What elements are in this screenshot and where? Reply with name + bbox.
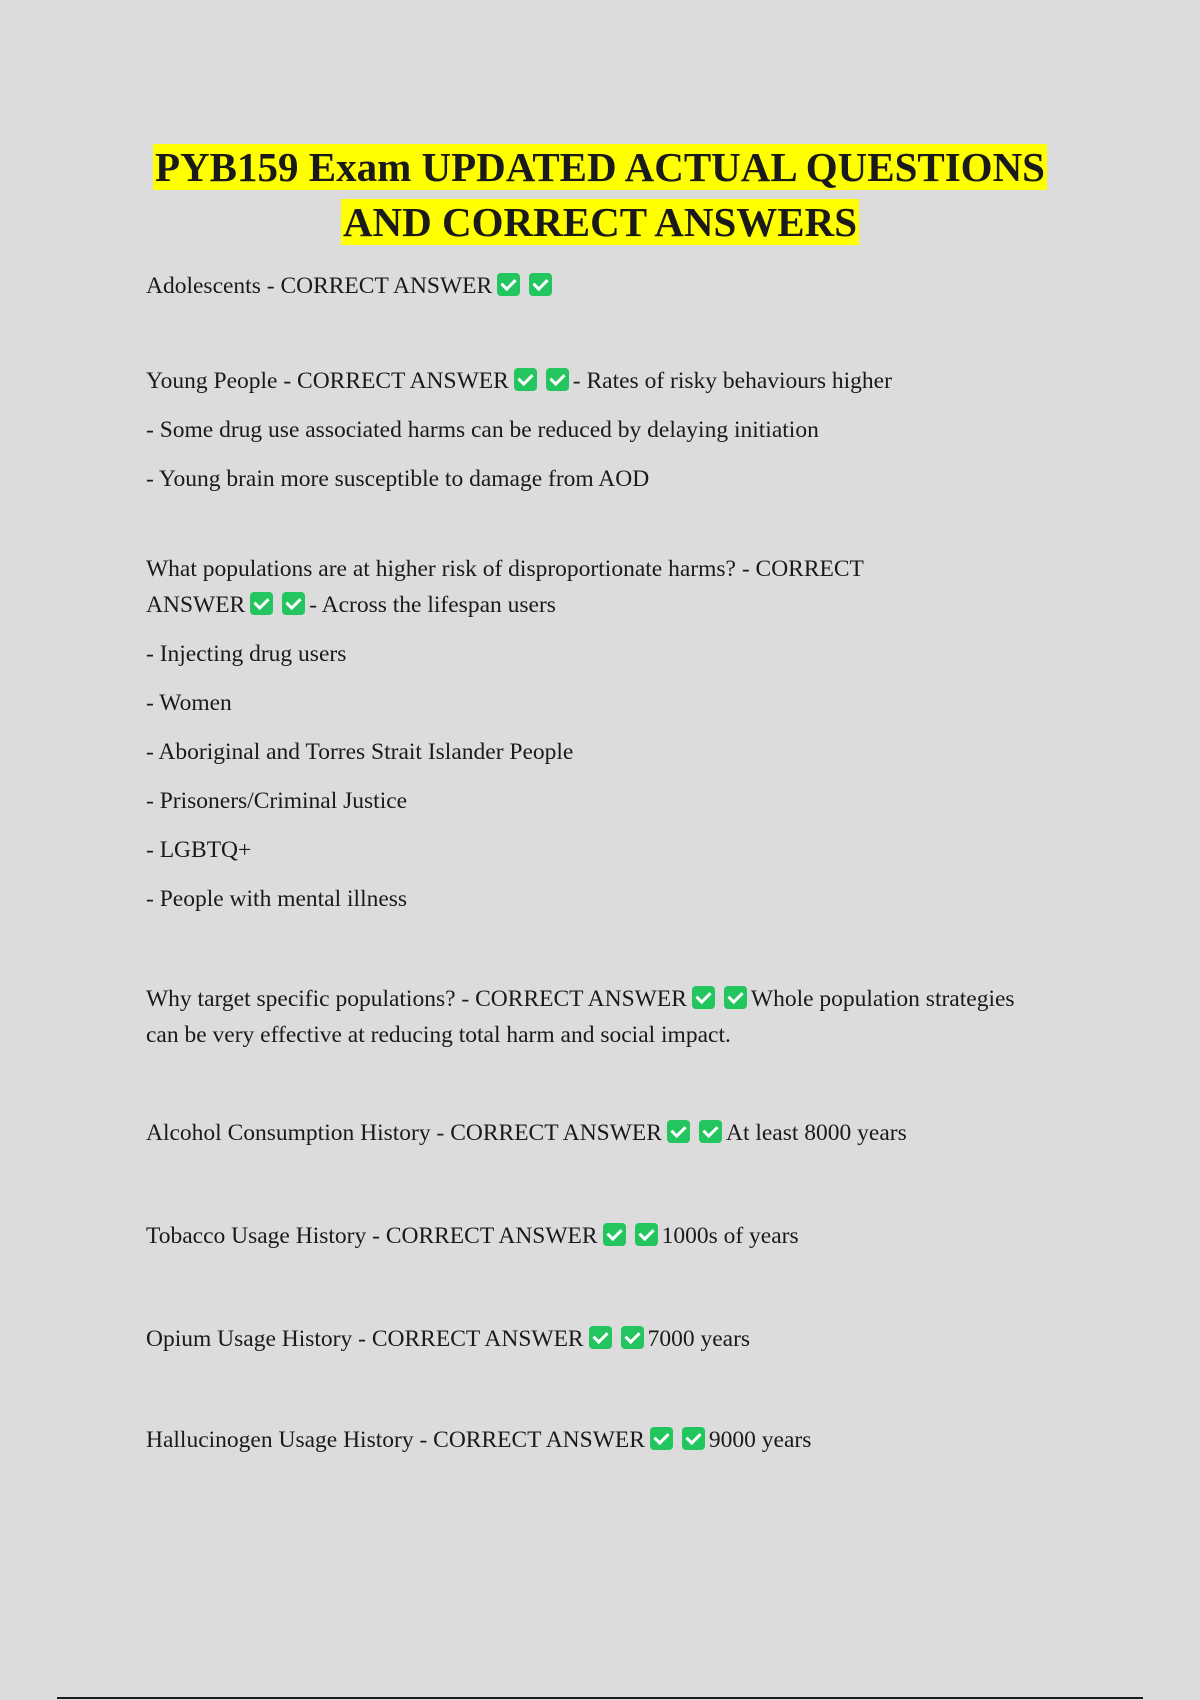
correct-answer-marker: CORRECT ANSWER: [385, 1223, 598, 1249]
answer-bullet: - Injecting drug users: [146, 641, 347, 667]
check-mark-icon: [546, 368, 569, 391]
correct-answer-marker: CORRECT ANSWER: [371, 1326, 584, 1352]
qa-item-why-target: Why target specific populations? - CORRECT ANSWER Whole population strategies: [146, 986, 1015, 1012]
check-mark-icon: [699, 1120, 722, 1143]
answer-bullet: - Young brain more susceptible to damage from AOD: [146, 466, 650, 492]
footer-divider: [57, 1697, 1143, 1699]
qa-item-opium-history: Opium Usage History - CORRECT ANSWER 7000 years: [146, 1326, 751, 1352]
check-mark-icon: [635, 1223, 658, 1246]
correct-answer-marker: CORRECT ANSWER: [475, 986, 687, 1012]
answer-bullet: - Prisoners/Criminal Justice: [146, 788, 408, 814]
document-title: [100, 140, 1100, 250]
check-mark-icon: [497, 273, 520, 296]
check-mark-icon: [692, 986, 715, 1009]
qa-content: [146, 268, 1076, 1458]
check-mark-icon: [667, 1120, 690, 1143]
title-line-2: AND CORRECT ANSWERS: [342, 199, 858, 245]
answer-bullet: - Women: [146, 690, 232, 716]
check-mark-icon: [250, 592, 273, 615]
correct-answer-marker: CORRECT ANSWER: [297, 368, 509, 394]
qa-item-alcohol-history: Alcohol Consumption History - CORRECT ANSWER At least 8000 years: [146, 1120, 907, 1146]
answer-continuation: can be very effective at reducing total harm and social impact.: [146, 1022, 731, 1048]
correct-answer-marker: CORRECT ANSWER: [450, 1120, 662, 1146]
qa-item-young-people: Young People - CORRECT ANSWER - Rates of risky behaviours higher: [146, 368, 892, 394]
check-mark-icon: [514, 368, 537, 391]
correct-answer-marker: CORRECT ANSWER: [433, 1427, 645, 1453]
check-mark-icon: [650, 1427, 673, 1450]
answer-bullet: - LGBTQ+: [146, 837, 252, 863]
qa-item-populations-answer: ANSWER - Across the lifespan users: [146, 592, 556, 618]
answer-bullet: - People with mental illness: [146, 886, 408, 912]
check-mark-icon: [603, 1223, 626, 1246]
answer-bullet: - Some drug use associated harms can be reduced by delaying initiation: [146, 417, 819, 443]
qa-item-tobacco-history: Tobacco Usage History - CORRECT ANSWER 1000s of years: [146, 1223, 799, 1249]
title-line-1: PYB159 Exam UPDATED ACTUAL QUESTIONS: [155, 144, 1045, 190]
correct-answer-marker: CORRECT ANSWER: [280, 273, 493, 299]
check-mark-icon: [682, 1427, 705, 1450]
qa-item-populations-question: What populations are at higher risk of disproportionate harms? - CORRECT: [146, 556, 864, 582]
check-mark-icon: [621, 1326, 644, 1349]
qa-item-hallucinogen-history: Hallucinogen Usage History - CORRECT ANSWER 9000 years: [146, 1427, 812, 1453]
check-mark-icon: [589, 1326, 612, 1349]
check-mark-icon: [282, 592, 305, 615]
answer-bullet: - Aboriginal and Torres Strait Islander People: [146, 739, 574, 765]
check-mark-icon: [529, 273, 552, 296]
check-mark-icon: [724, 986, 747, 1009]
qa-item-adolescents: Adolescents - CORRECT ANSWER: [146, 268, 1076, 304]
